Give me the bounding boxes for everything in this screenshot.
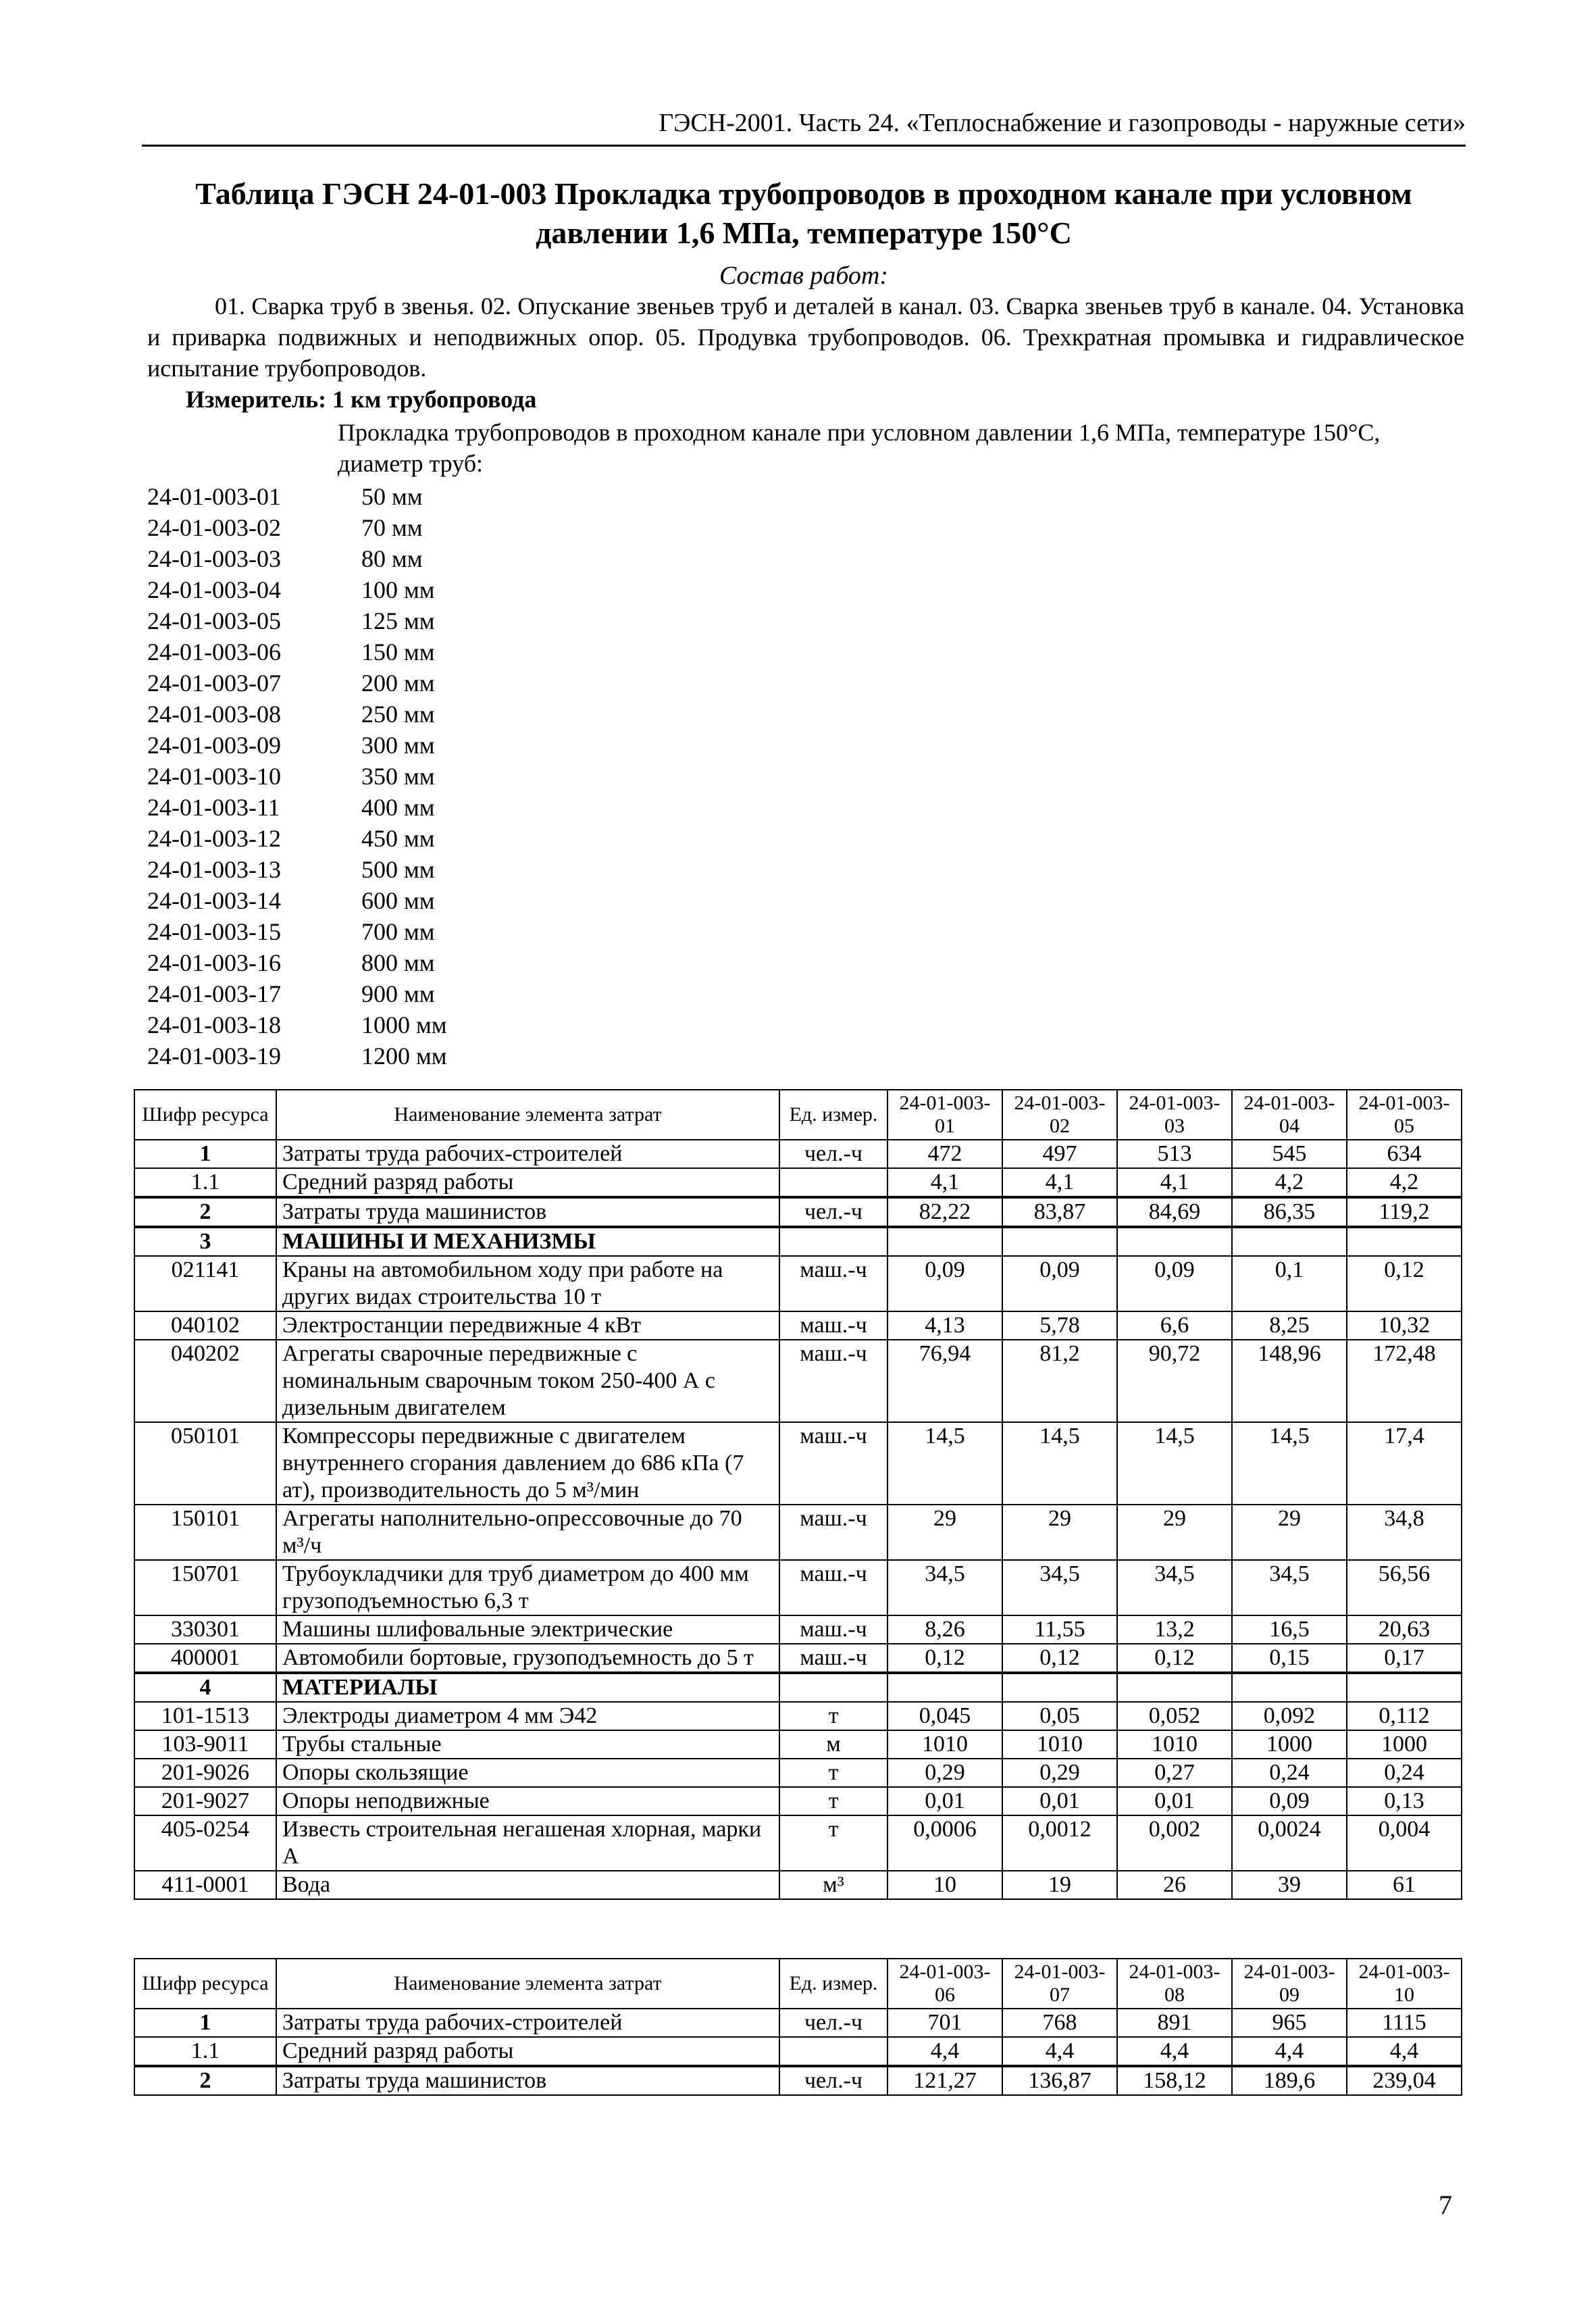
code-list-code: 24-01-003-18 — [147, 1011, 281, 1038]
value-cell — [1002, 1673, 1117, 1702]
column-header: 24-01-003-10 — [1347, 1959, 1462, 2009]
cost-element-name: Агрегаты наполнительно-опрессовочные до 70 м³/ч — [276, 1505, 779, 1560]
value-cell: 0,09 — [1117, 1256, 1232, 1311]
unit-cell: м — [779, 1730, 887, 1759]
code-list-size: 300 мм — [361, 732, 435, 759]
resource-code: 4 — [134, 1673, 276, 1702]
resource-code: 050101 — [134, 1422, 276, 1505]
value-cell: 0,112 — [1347, 1702, 1462, 1730]
value-cell: 891 — [1117, 2009, 1232, 2037]
unit-cell: чел.-ч — [779, 1197, 887, 1227]
value-cell: 0,24 — [1232, 1759, 1347, 1787]
resource-code: 1.1 — [134, 2037, 276, 2066]
cost-element-name: Электростанции передвижные 4 кВт — [276, 1311, 779, 1340]
code-list-size: 200 мм — [361, 670, 435, 697]
code-list-size: 1200 мм — [361, 1042, 447, 1070]
value-cell: 0,045 — [887, 1702, 1002, 1730]
code-list-item — [147, 947, 447, 978]
code-list-size: 500 мм — [361, 856, 435, 883]
value-cell: 4,4 — [1002, 2037, 1117, 2066]
table-row — [134, 1340, 1462, 1422]
cost-element-name: Краны на автомобильном ходу при работе на других видах строительства 10 т — [276, 1256, 779, 1311]
code-list-item — [147, 823, 447, 854]
resource-code: 400001 — [134, 1644, 276, 1673]
unit-cell — [779, 1168, 887, 1197]
value-cell: 0,05 — [1002, 1702, 1117, 1730]
value-cell: 172,48 — [1347, 1340, 1462, 1422]
code-list-size: 800 мм — [361, 949, 435, 976]
code-list-item — [147, 699, 447, 730]
value-cell: 1000 — [1232, 1730, 1347, 1759]
value-cell: 4,4 — [1232, 2037, 1347, 2066]
value-cell: 8,26 — [887, 1615, 1002, 1644]
table-row — [134, 1871, 1462, 1899]
code-list-item — [147, 574, 447, 605]
cost-element-name: Автомобили бортовые, грузоподъемность до 5 т — [276, 1644, 779, 1673]
code-list-item — [147, 1040, 447, 1072]
value-cell: 0,09 — [1232, 1787, 1347, 1815]
page-number: 7 — [1439, 2190, 1452, 2220]
unit-cell: маш.-ч — [779, 1644, 887, 1673]
column-header: Шифр ресурса — [134, 1090, 276, 1140]
resource-code: 1 — [134, 1140, 276, 1168]
value-cell: 29 — [887, 1505, 1002, 1560]
code-list-code: 24-01-003-19 — [147, 1042, 281, 1070]
value-cell: 61 — [1347, 1871, 1462, 1899]
cost-table-2 — [134, 1958, 1462, 2096]
value-cell: 4,2 — [1232, 1168, 1347, 1197]
works-description — [147, 291, 1464, 384]
cost-element-name: Трубы стальные — [276, 1730, 779, 1759]
value-cell: 0,1 — [1232, 1256, 1347, 1311]
value-cell — [1117, 1227, 1232, 1256]
unit-cell: маш.-ч — [779, 1311, 887, 1340]
code-list-code: 24-01-003-02 — [147, 514, 281, 541]
value-cell: 121,27 — [887, 2066, 1002, 2095]
value-cell: 768 — [1002, 2009, 1117, 2037]
unit-cell: маш.-ч — [779, 1256, 887, 1311]
code-list-item — [147, 543, 447, 574]
value-cell: 4,4 — [1347, 2037, 1462, 2066]
value-cell: 34,8 — [1347, 1505, 1462, 1560]
resource-code: 201-9027 — [134, 1787, 276, 1815]
code-list-item — [147, 761, 447, 792]
value-cell — [1232, 1673, 1347, 1702]
resource-code: 040102 — [134, 1311, 276, 1340]
value-cell: 0,09 — [1002, 1256, 1117, 1311]
value-cell: 0,01 — [887, 1787, 1002, 1815]
unit-cell: маш.-ч — [779, 1505, 887, 1560]
value-cell: 29 — [1002, 1505, 1117, 1560]
value-cell: 136,87 — [1002, 2066, 1117, 2095]
value-cell — [887, 1673, 1002, 1702]
value-cell — [1232, 1227, 1347, 1256]
value-cell: 513 — [1117, 1140, 1232, 1168]
value-cell: 34,5 — [1002, 1560, 1117, 1615]
cost-element-name: Машины шлифовальные электрические — [276, 1615, 779, 1644]
code-list-item — [147, 885, 447, 916]
value-cell: 1010 — [1117, 1730, 1232, 1759]
value-cell: 34,5 — [1117, 1560, 1232, 1615]
resource-code: 330301 — [134, 1615, 276, 1644]
value-cell: 0,01 — [1117, 1787, 1232, 1815]
resource-code: 103-9011 — [134, 1730, 276, 1759]
resource-code: 3 — [134, 1227, 276, 1256]
code-list-size: 350 мм — [361, 763, 435, 790]
column-header: 24-01-003-06 — [887, 1959, 1002, 2009]
value-cell: 0,0006 — [887, 1815, 1002, 1871]
value-cell: 965 — [1232, 2009, 1347, 2037]
value-cell: 11,55 — [1002, 1615, 1117, 1644]
code-list-item — [147, 636, 447, 668]
value-cell: 17,4 — [1347, 1422, 1462, 1505]
value-cell: 84,69 — [1117, 1197, 1232, 1227]
cost-element-name: Известь строительная негашеная хлорная, марки А — [276, 1815, 779, 1871]
code-list — [147, 481, 447, 1072]
value-cell — [1347, 1673, 1462, 1702]
value-cell: 0,0024 — [1232, 1815, 1347, 1871]
value-cell — [1002, 1227, 1117, 1256]
code-list-code: 24-01-003-15 — [147, 918, 281, 945]
column-header: Ед. измер. — [779, 1090, 887, 1140]
unit-cell: маш.-ч — [779, 1340, 887, 1422]
code-list-size: 900 мм — [361, 980, 435, 1007]
value-cell — [1347, 1227, 1462, 1256]
value-cell: 14,5 — [1117, 1422, 1232, 1505]
value-cell: 4,4 — [887, 2037, 1002, 2066]
unit-cell: т — [779, 1759, 887, 1787]
value-cell: 0,12 — [887, 1644, 1002, 1673]
code-list-item — [147, 668, 447, 699]
code-list-size: 400 мм — [361, 794, 435, 821]
cost-element-name: Затраты труда рабочих-строителей — [276, 2009, 779, 2037]
code-list-code: 24-01-003-14 — [147, 887, 281, 914]
table-row — [134, 1815, 1462, 1871]
value-cell: 5,78 — [1002, 1311, 1117, 1340]
table-title — [135, 174, 1472, 253]
value-cell: 0,0012 — [1002, 1815, 1117, 1871]
column-header: 24-01-003-05 — [1347, 1090, 1462, 1140]
table-header-row — [134, 1090, 1462, 1140]
unit-cell: маш.-ч — [779, 1422, 887, 1505]
resource-code: 150101 — [134, 1505, 276, 1560]
resource-code: 411-0001 — [134, 1871, 276, 1899]
cost-element-name: МАШИНЫ И МЕХАНИЗМЫ — [276, 1227, 779, 1256]
table-row — [134, 1140, 1462, 1168]
value-cell: 701 — [887, 2009, 1002, 2037]
code-list-size: 80 мм — [361, 545, 423, 572]
value-cell: 0,13 — [1347, 1787, 1462, 1815]
column-header: 24-01-003-04 — [1232, 1090, 1347, 1140]
column-header: Ед. измер. — [779, 1959, 887, 2009]
code-list-size: 450 мм — [361, 825, 435, 852]
value-cell: 0,12 — [1117, 1644, 1232, 1673]
value-cell: 26 — [1117, 1871, 1232, 1899]
value-cell: 14,5 — [1232, 1422, 1347, 1505]
value-cell: 16,5 — [1232, 1615, 1347, 1644]
code-list-item — [147, 1009, 447, 1040]
unit-cell: чел.-ч — [779, 2009, 887, 2037]
value-cell: 13,2 — [1117, 1615, 1232, 1644]
code-list-code: 24-01-003-03 — [147, 545, 281, 572]
code-list-item — [147, 978, 447, 1009]
value-cell: 1010 — [1002, 1730, 1117, 1759]
value-cell: 0,004 — [1347, 1815, 1462, 1871]
unit-cell: м³ — [779, 1871, 887, 1899]
value-cell — [887, 1227, 1002, 1256]
unit-cell: т — [779, 1702, 887, 1730]
value-cell: 4,1 — [1002, 1168, 1117, 1197]
unit-cell: чел.-ч — [779, 1140, 887, 1168]
value-cell: 86,35 — [1232, 1197, 1347, 1227]
cost-element-name: Затраты труда машинистов — [276, 2066, 779, 2095]
code-list-code: 24-01-003-01 — [147, 483, 281, 510]
value-cell — [1117, 1673, 1232, 1702]
value-cell: 29 — [1232, 1505, 1347, 1560]
code-list-code: 24-01-003-12 — [147, 825, 281, 852]
value-cell: 0,12 — [1347, 1256, 1462, 1311]
code-list-item — [147, 854, 447, 885]
column-header: 24-01-003-07 — [1002, 1959, 1117, 2009]
value-cell: 76,94 — [887, 1340, 1002, 1422]
cost-element-name: Опоры скользящие — [276, 1759, 779, 1787]
value-cell: 0,29 — [1002, 1759, 1117, 1787]
header-divider — [142, 145, 1466, 147]
column-header: 24-01-003-02 — [1002, 1090, 1117, 1140]
value-cell: 29 — [1117, 1505, 1232, 1560]
table-row — [134, 1422, 1462, 1505]
value-cell: 83,87 — [1002, 1197, 1117, 1227]
resource-code: 2 — [134, 2066, 276, 2095]
column-header: 24-01-003-03 — [1117, 1090, 1232, 1140]
code-list-item — [147, 605, 447, 636]
value-cell: 8,25 — [1232, 1311, 1347, 1340]
table-row — [134, 1615, 1462, 1644]
value-cell: 14,5 — [1002, 1422, 1117, 1505]
value-cell: 497 — [1002, 1140, 1117, 1168]
value-cell: 6,6 — [1117, 1311, 1232, 1340]
title-line-1: Таблица ГЭСН 24-01-003 Прокладка трубопроводов в проходном канале при условном — [195, 176, 1412, 211]
value-cell: 148,96 — [1232, 1340, 1347, 1422]
value-cell: 472 — [887, 1140, 1002, 1168]
value-cell: 4,4 — [1117, 2037, 1232, 2066]
value-cell: 0,29 — [887, 1759, 1002, 1787]
cost-table-1 — [134, 1089, 1462, 1900]
value-cell: 545 — [1232, 1140, 1347, 1168]
cost-element-name: Агрегаты сварочные передвижные с номинальным сварочным током 250-400 А с дизельным двигателем — [276, 1340, 779, 1422]
code-list-size: 250 мм — [361, 701, 435, 728]
unit-cell: т — [779, 1815, 887, 1871]
column-header: Наименование элемента затрат — [276, 1090, 779, 1140]
composition-heading: Состав работ: — [719, 261, 889, 290]
column-header: Наименование элемента затрат — [276, 1959, 779, 2009]
table-row — [134, 1759, 1462, 1787]
measure-unit: Измеритель: 1 км трубопровода — [186, 386, 537, 413]
table-row — [134, 1256, 1462, 1311]
value-cell: 1010 — [887, 1730, 1002, 1759]
table-row — [134, 2009, 1462, 2037]
code-list-code: 24-01-003-08 — [147, 701, 281, 728]
table-row — [134, 1702, 1462, 1730]
code-list-code: 24-01-003-16 — [147, 949, 281, 976]
cost-element-name: Опоры неподвижные — [276, 1787, 779, 1815]
value-cell: 1000 — [1347, 1730, 1462, 1759]
table-row — [134, 1505, 1462, 1560]
code-list-item — [147, 512, 447, 543]
value-cell: 4,13 — [887, 1311, 1002, 1340]
value-cell: 158,12 — [1117, 2066, 1232, 2095]
code-list-code: 24-01-003-04 — [147, 576, 281, 603]
code-list-size: 70 мм — [361, 514, 423, 541]
table-row — [134, 1787, 1462, 1815]
value-cell: 34,5 — [887, 1560, 1002, 1615]
code-list-code: 24-01-003-09 — [147, 732, 281, 759]
table-row — [134, 1644, 1462, 1673]
value-cell: 0,09 — [887, 1256, 1002, 1311]
value-cell: 239,04 — [1347, 2066, 1462, 2095]
table-row — [134, 1673, 1462, 1702]
unit-cell: маш.-ч — [779, 1560, 887, 1615]
code-list-item — [147, 916, 447, 947]
resource-code: 021141 — [134, 1256, 276, 1311]
code-list-code: 24-01-003-06 — [147, 638, 281, 665]
code-list-code: 24-01-003-05 — [147, 607, 281, 634]
cost-element-name: Затраты труда машинистов — [276, 1197, 779, 1227]
cost-element-name: Затраты труда рабочих-строителей — [276, 1140, 779, 1168]
table-row — [134, 2037, 1462, 2066]
code-list-size: 50 мм — [361, 483, 423, 510]
resource-code: 040202 — [134, 1340, 276, 1422]
code-list-size: 125 мм — [361, 607, 435, 634]
value-cell: 10 — [887, 1871, 1002, 1899]
resource-code: 1 — [134, 2009, 276, 2037]
works-text: 01. Сварка труб в звенья. 02. Опускание звеньев труб и деталей в канал. 03. Сварка звеньев труб в канале. 04. Установка и приварка подвижных и неподвижных опор. 05. Продувка трубопроводов. 06. Трехкратная промывка и гидравлическое испытание трубопроводов. — [147, 293, 1464, 382]
resource-code: 2 — [134, 1197, 276, 1227]
table-header-row — [134, 1959, 1462, 2009]
unit-cell — [779, 2037, 887, 2066]
value-cell: 634 — [1347, 1140, 1462, 1168]
code-list-code: 24-01-003-11 — [147, 794, 280, 821]
code-list-size: 100 мм — [361, 576, 435, 603]
unit-cell: чел.-ч — [779, 2066, 887, 2095]
value-cell: 19 — [1002, 1871, 1117, 1899]
value-cell: 0,15 — [1232, 1644, 1347, 1673]
cost-element-name: Средний разряд работы — [276, 1168, 779, 1197]
cost-element-name: Электроды диаметром 4 мм Э42 — [276, 1702, 779, 1730]
value-cell: 0,12 — [1002, 1644, 1117, 1673]
resource-code: 150701 — [134, 1560, 276, 1615]
value-cell: 0,17 — [1347, 1644, 1462, 1673]
value-cell: 0,052 — [1117, 1702, 1232, 1730]
column-header: 24-01-003-01 — [887, 1090, 1002, 1140]
value-cell: 4,1 — [887, 1168, 1002, 1197]
code-list-item — [147, 792, 447, 823]
value-cell: 39 — [1232, 1871, 1347, 1899]
code-list-code: 24-01-003-10 — [147, 763, 281, 790]
table-row — [134, 1197, 1462, 1227]
cost-element-name: Трубоукладчики для труб диаметром до 400 мм грузоподъемностью 6,3 т — [276, 1560, 779, 1615]
value-cell: 0,002 — [1117, 1815, 1232, 1871]
intro-text: Прокладка трубопроводов в проходном канале при условном давлении 1,6 МПа, температуре 150°С, диаметр труб: — [338, 419, 1381, 477]
title-line-2: давлении 1,6 МПа, температуре 150°С — [536, 216, 1072, 250]
value-cell: 1115 — [1347, 2009, 1462, 2037]
resource-code: 101-1513 — [134, 1702, 276, 1730]
cost-element-name: МАТЕРИАЛЫ — [276, 1673, 779, 1702]
column-header: 24-01-003-08 — [1117, 1959, 1232, 2009]
value-cell: 0,24 — [1347, 1759, 1462, 1787]
code-list-item — [147, 730, 447, 761]
table-row — [134, 1560, 1462, 1615]
unit-cell — [779, 1673, 887, 1702]
value-cell: 82,22 — [887, 1197, 1002, 1227]
cost-element-name: Компрессоры передвижные с двигателем внутреннего сгорания давлением до 686 кПа (7 ат), производительность до 5 м³/мин — [276, 1422, 779, 1505]
value-cell: 56,56 — [1347, 1560, 1462, 1615]
resource-code: 1.1 — [134, 1168, 276, 1197]
table-row — [134, 1730, 1462, 1759]
value-cell: 0,092 — [1232, 1702, 1347, 1730]
table-row — [134, 1311, 1462, 1340]
cost-element-name: Средний разряд работы — [276, 2037, 779, 2066]
value-cell: 90,72 — [1117, 1340, 1232, 1422]
value-cell: 81,2 — [1002, 1340, 1117, 1422]
value-cell: 4,1 — [1117, 1168, 1232, 1197]
column-header: 24-01-003-09 — [1232, 1959, 1347, 2009]
value-cell: 119,2 — [1347, 1197, 1462, 1227]
table-row — [134, 1168, 1462, 1197]
resource-code: 405-0254 — [134, 1815, 276, 1871]
code-list-code: 24-01-003-17 — [147, 980, 281, 1007]
value-cell: 0,27 — [1117, 1759, 1232, 1787]
code-list-size: 150 мм — [361, 638, 435, 665]
code-list-code: 24-01-003-07 — [147, 670, 281, 697]
value-cell: 10,32 — [1347, 1311, 1462, 1340]
value-cell: 14,5 — [887, 1422, 1002, 1505]
code-list-size: 600 мм — [361, 887, 435, 914]
unit-cell: т — [779, 1787, 887, 1815]
table-row — [134, 1227, 1462, 1256]
running-header: ГЭСН-2001. Часть 24. «Теплоснабжение и газопроводы - наружные сети» — [659, 109, 1466, 137]
resource-code: 201-9026 — [134, 1759, 276, 1787]
cost-element-name: Вода — [276, 1871, 779, 1899]
value-cell: 20,63 — [1347, 1615, 1462, 1644]
table-row — [134, 2066, 1462, 2095]
code-list-size: 1000 мм — [361, 1011, 447, 1038]
value-cell: 189,6 — [1232, 2066, 1347, 2095]
value-cell: 4,2 — [1347, 1168, 1462, 1197]
value-cell: 0,01 — [1002, 1787, 1117, 1815]
code-list-size: 700 мм — [361, 918, 435, 945]
value-cell: 34,5 — [1232, 1560, 1347, 1615]
unit-cell: маш.-ч — [779, 1615, 887, 1644]
column-header: Шифр ресурса — [134, 1959, 276, 2009]
code-list-code: 24-01-003-13 — [147, 856, 281, 883]
code-list-item — [147, 481, 447, 512]
unit-cell — [779, 1227, 887, 1256]
